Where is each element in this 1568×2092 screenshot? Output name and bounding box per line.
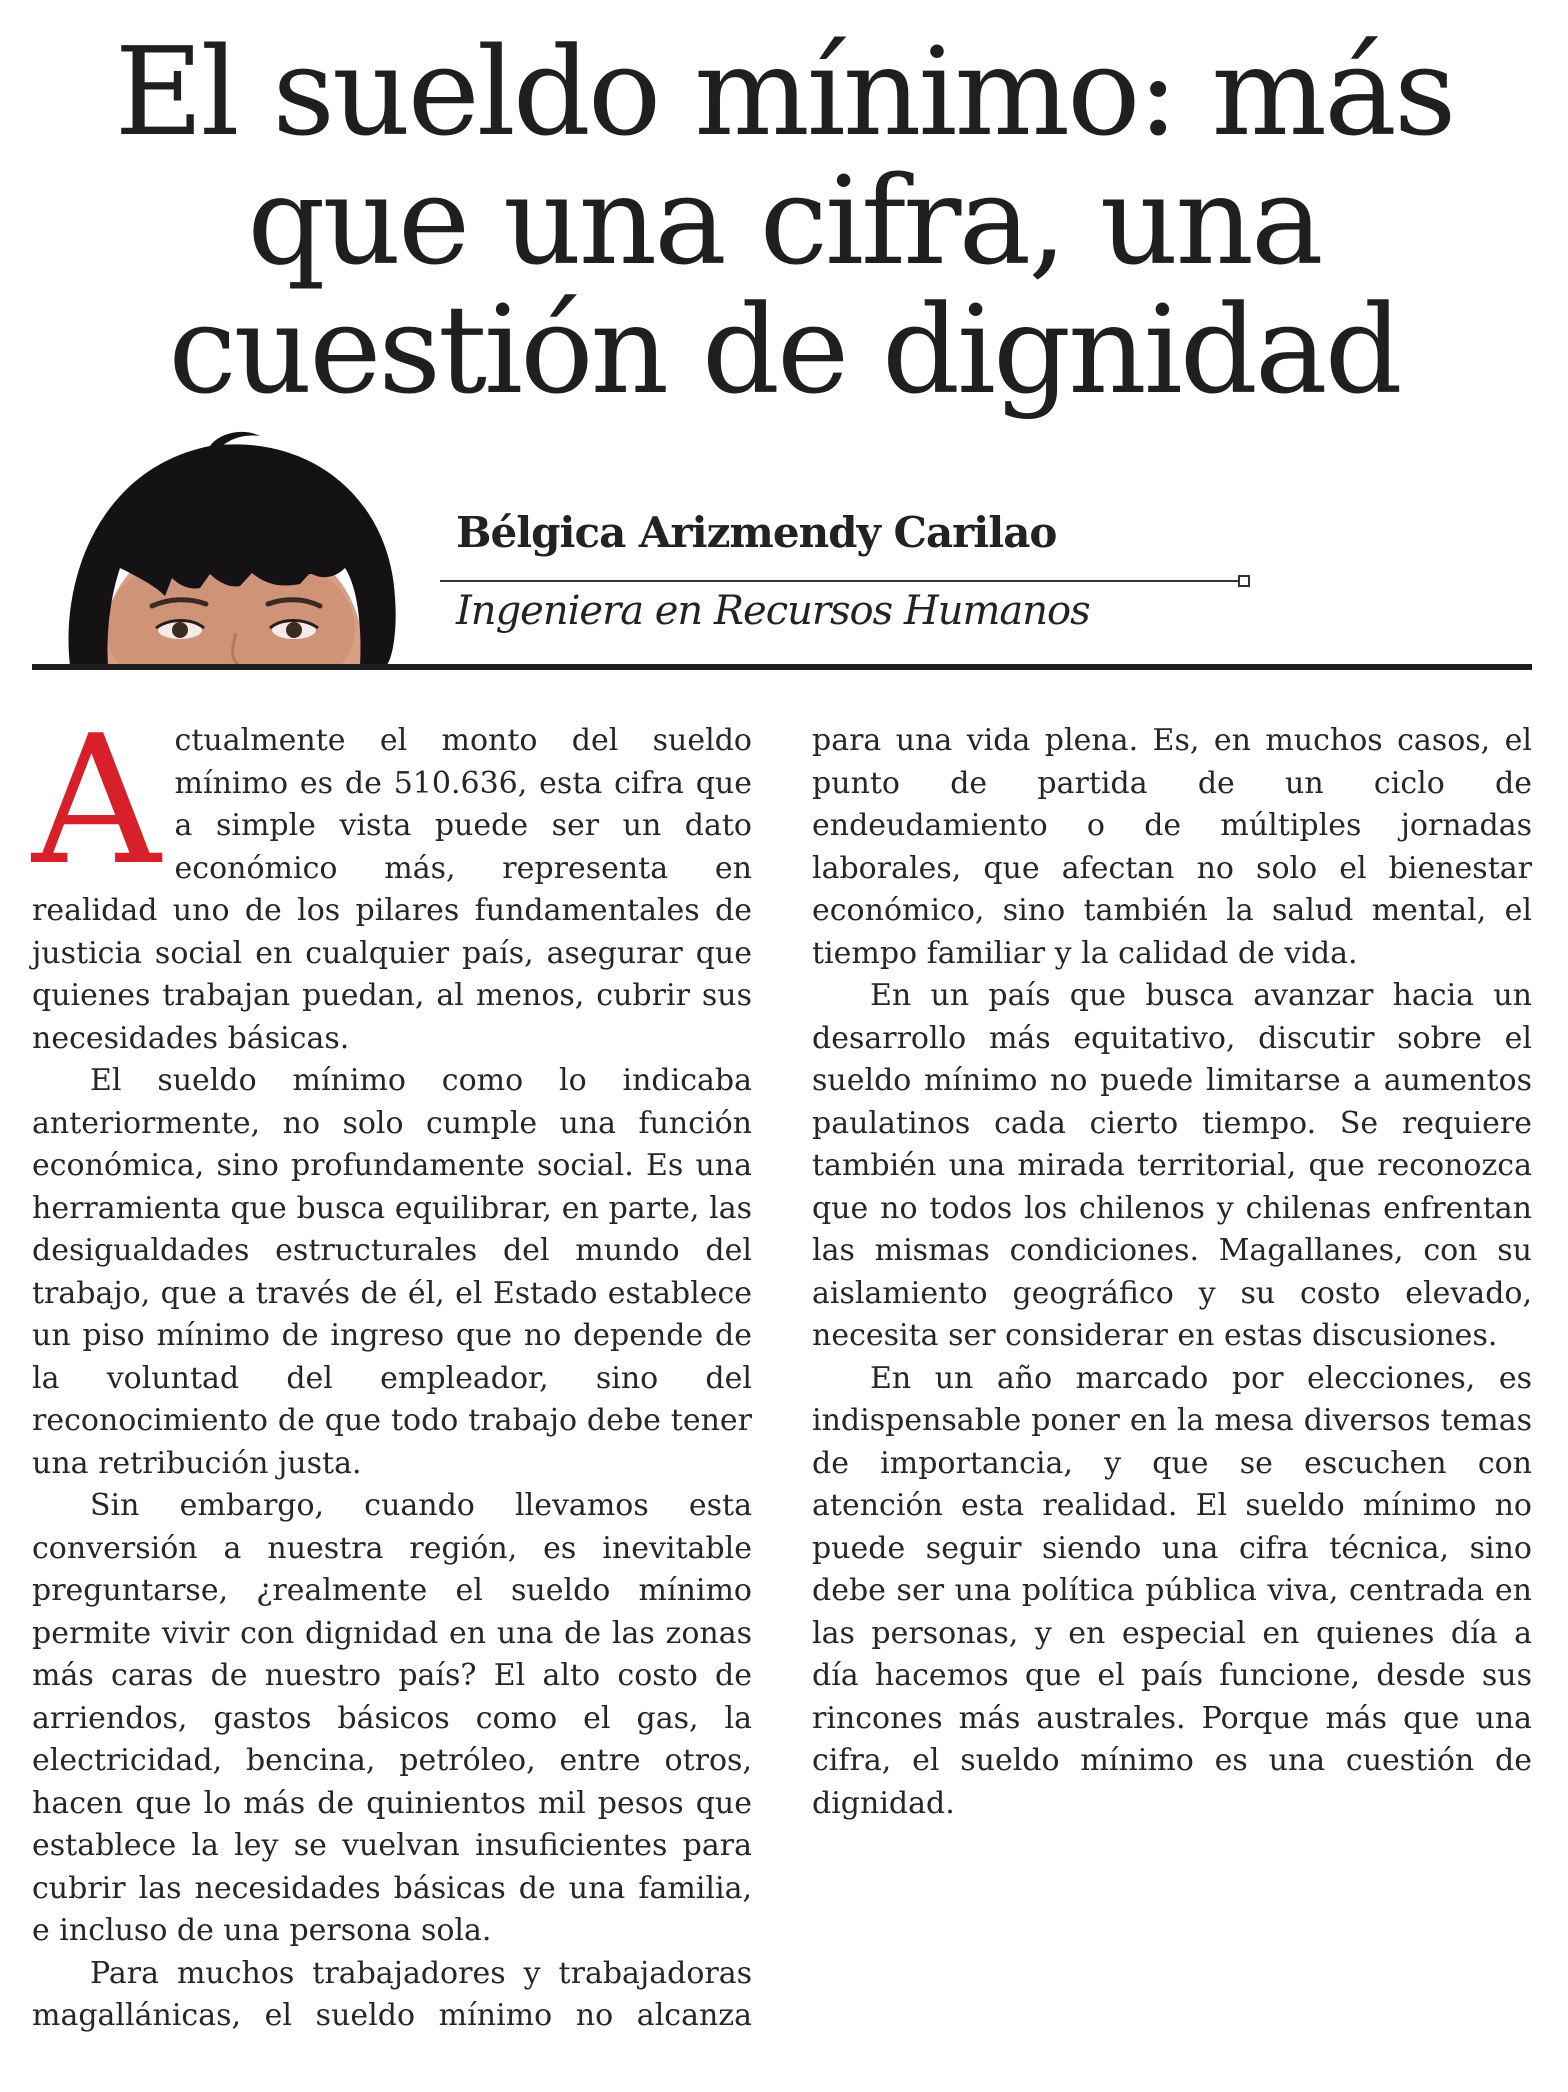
author-role: Ingeniera en Recursos Humanos [456,588,1090,634]
first-paragraph-text: ctualmente el monto del sueldo mínimo es de 510.636, esta cifra que a simple vista puede ser un dato económico más, representa en realidad uno de los pilares fundamentales de justicia social en cualquier país, asegurar que quienes trabajan puedan, al menos, cubrir sus necesidades básicas. [32,723,752,1056]
article-paragraph [32,697,752,1060]
article-paragraph: En un país que busca avanzar hacia un desarrollo más equitativo, discutir sobre el sueldo mínimo no puede limitarse a aumentos paulatinos cada cierto tiempo. Se requiere también una mirada territorial, que reconozca que no todos los chilenos y chilenas enfrentan las mismas condiciones. Magallanes, con su aislamiento geográfico y su costo elevado, necesita ser considerar en estas discusiones. [812,978,1532,1353]
article-headline: El sueldo mínimo: más que una cifra, una cuestión de dignidad [114,21,1454,421]
article-paragraph: Para muchos trabajadores y trabajadoras magallánicas, el sueldo mínimo no alcanza para una vida plena. Es, en muchos casos, el punto de partida de un ciclo de endeudamiento o de múltiples jornadas laborales, que afectan no solo el bienestar económico, sino también la salud mental, el tiempo familiar y la calidad de vida. [32,723,1532,2033]
drop-cap: A [32,697,161,904]
author-divider [440,580,1240,582]
author-photo [60,428,402,666]
author-divider-end [1238,575,1250,587]
article-paragraph: En un año marcado por elecciones, es indispensable poner en la mesa diversos temas de importancia, y que se escuchen con atención esta realidad. El sueldo mínimo no puede seguir siendo una cifra técnica, sino debe ser una política pública viva, centrada en las personas, y en especial en quienes día a día hacemos que el país funcione, desde sus rincones más australes. Porque más que una cifra, el sueldo mínimo es una cuestión de dignidad. [812,1360,1532,1821]
header-rule [32,664,1532,670]
article-paragraph: El sueldo mínimo como lo indicaba anteriormente, no solo cumple una función económica, sino profundamente social. Es una herramienta que busca equilibrar, en parte, las desigualdades estructurales del mundo del trabajo, que a través de él, el Estado establece un piso mínimo de ingreso que no depende de la voluntad del empleador, sino del reconocimiento de que todo trabajo debe tener una retribución justa. [32,1063,752,1481]
article-paragraph: Sin embargo, cuando llevamos esta conversión a nuestra región, es inevitable preguntarse, ¿realmente el sueldo mínimo permite vivir con dignidad en una de las zonas más caras de nuestro país? El alto costo de arriendos, gastos básicos como el gas, la electricidad, bencina, petróleo, entre otros, hacen que lo más de quinientos mil pesos que establece la ley se vuelvan insuficientes para cubrir las necesidades básicas de una familia, e incluso de una persona sola. [32,1488,752,1948]
author-name: Bélgica Arizmendy Carilao [456,508,1057,557]
article-body [32,697,1532,2060]
